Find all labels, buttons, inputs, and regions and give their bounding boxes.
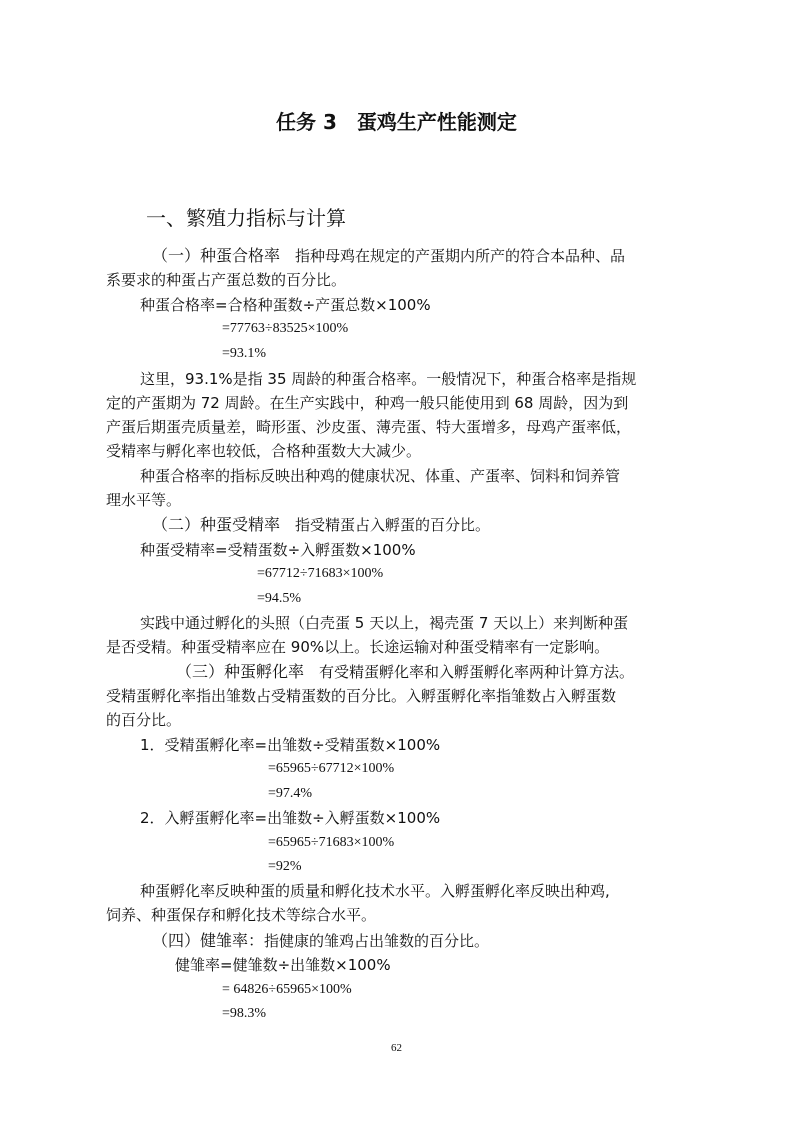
formula-line: 种蛋合格率=合格种蛋数÷产蛋总数×100% xyxy=(140,296,431,314)
subsection-3-heading: （三）种蛋孵化率 xyxy=(176,662,305,681)
page-number: 62 xyxy=(391,1042,402,1054)
formula-line: =65965÷71683×100% xyxy=(268,835,395,850)
subsection-1-desc-cont: 系要求的种蛋占产蛋总数的百分比。 xyxy=(106,271,347,289)
formula-line: 种蛋受精率=受精蛋数÷入孵蛋数×100% xyxy=(140,541,416,559)
formula-line: 1．受精蛋孵化率=出雏数÷受精蛋数×100% xyxy=(140,736,441,754)
paragraph-line: 种蛋孵化率反映种蛋的质量和孵化技术水平。入孵蛋孵化率反映出种鸡, xyxy=(140,882,610,900)
formula-result: =92% xyxy=(268,859,302,874)
formula-line: = 64826÷65965×100% xyxy=(222,982,352,997)
formula-line: 健雏率=健雏数÷出雏数×100% xyxy=(175,956,391,974)
formula-result: =97.4% xyxy=(268,786,313,801)
formula-line: =65965÷67712×100% xyxy=(268,761,395,776)
formula-result: =93.1% xyxy=(222,346,267,361)
formula-line: 2．入孵蛋孵化率=出雏数÷入孵蛋数×100% xyxy=(140,809,441,827)
paragraph-line: 受精蛋孵化率指出雏数占受精蛋数的百分比。入孵蛋孵化率指雏数占入孵蛋数 xyxy=(106,687,617,705)
subsection-1-desc: 指种母鸡在规定的产蛋期内所产的符合本品种、品 xyxy=(295,247,626,265)
subsection-2-desc: 指受精蛋占入孵蛋的百分比。 xyxy=(295,516,491,534)
page-title: 任务 3 蛋鸡生产性能测定 xyxy=(276,110,517,134)
section-heading: 一、繁殖力指标与计算 xyxy=(146,206,346,230)
formula-line: =77763÷83525×100% xyxy=(222,321,349,336)
subsection-3-desc: 有受精蛋孵化率和入孵蛋孵化率两种计算方法。 xyxy=(319,663,635,681)
subsection-4-desc: 指健康的雏鸡占出雏数的百分比。 xyxy=(264,932,490,950)
paragraph-line: 实践中通过孵化的头照（白壳蛋 5 天以上，褐壳蛋 7 天以上）来判断种蛋 xyxy=(140,614,629,632)
paragraph-line: 理水平等。 xyxy=(106,491,182,509)
formula-result: =98.3% xyxy=(222,1006,267,1021)
subsection-3-line xyxy=(176,662,634,682)
subsection-1-heading: （一）种蛋合格率 xyxy=(152,246,281,265)
subsection-4-line xyxy=(152,931,489,951)
subsection-2-heading: （二）种蛋受精率 xyxy=(152,515,281,534)
paragraph-line: 种蛋合格率的指标反映出种鸡的健康状况、体重、产蛋率、饲料和饲养管 xyxy=(140,467,621,485)
paragraph-line: 饲养、种蛋保存和孵化技术等综合水平。 xyxy=(106,906,377,924)
subsection-4-heading: （四）健雏率： xyxy=(152,931,265,950)
paragraph-line: 这里，93.1%是指 35 周龄的种蛋合格率。一般情况下，种蛋合格率是指规 xyxy=(140,370,637,388)
formula-line: =67712÷71683×100% xyxy=(257,566,384,581)
subsection-2-line xyxy=(152,515,490,535)
paragraph-line: 产蛋后期蛋壳质量差，畸形蛋、沙皮蛋、薄壳蛋、特大蛋增多，母鸡产蛋率低， xyxy=(106,418,632,436)
subsection-1-line xyxy=(152,246,625,266)
paragraph-line: 受精率与孵化率也较低，合格种蛋数大大减少。 xyxy=(106,442,422,460)
paragraph-line: 是否受精。种蛋受精率应在 90%以上。长途运输对种蛋受精率有一定影响。 xyxy=(106,638,610,656)
paragraph-line: 的百分比。 xyxy=(106,711,182,729)
paragraph-line: 定的产蛋期为 72 周龄。在生产实践中，种鸡一般只能使用到 68 周龄，因为到 xyxy=(106,394,629,412)
formula-result: =94.5% xyxy=(257,591,302,606)
